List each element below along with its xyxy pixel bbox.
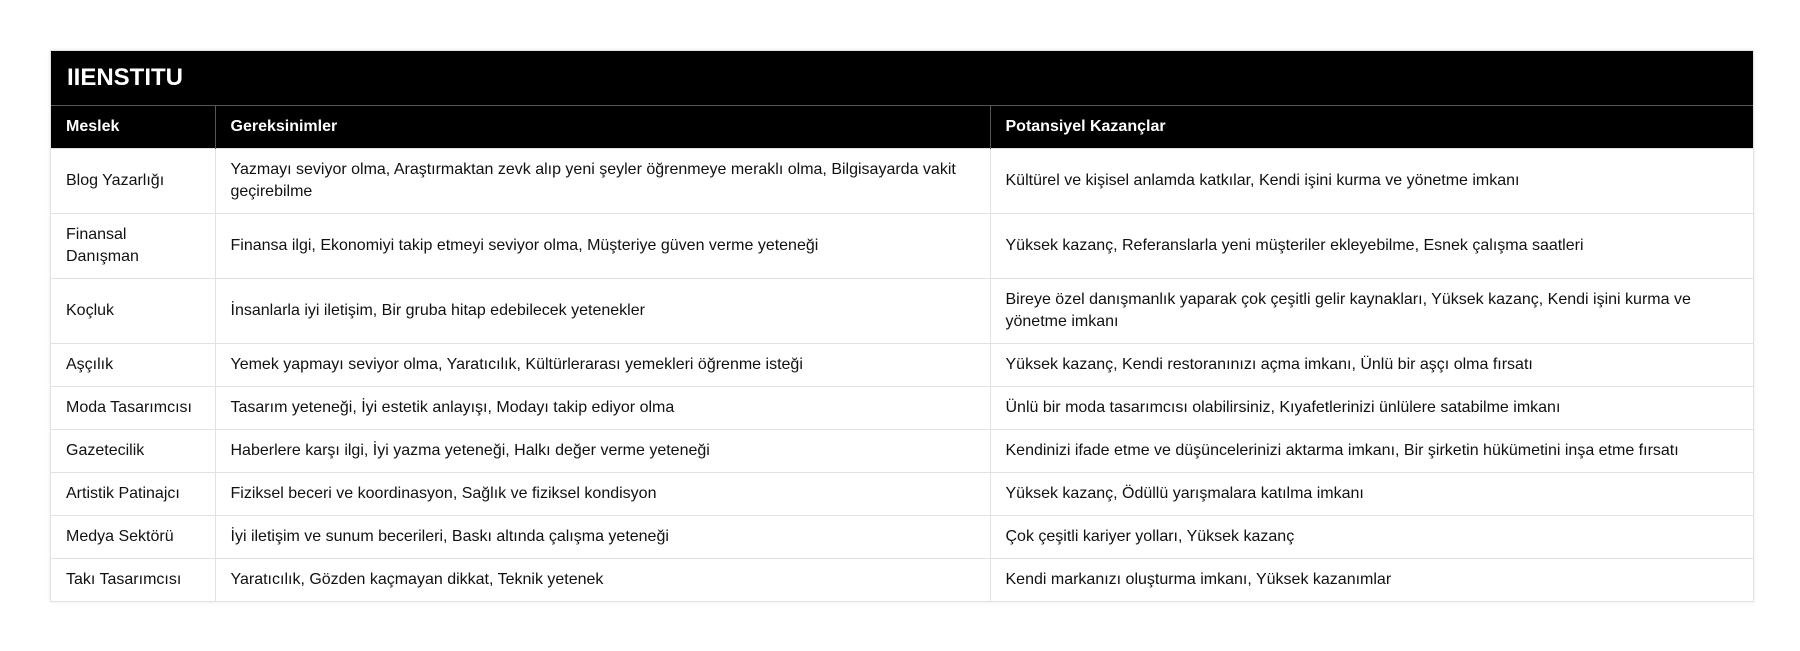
table-row [51,214,1753,279]
careers-table [51,106,1753,601]
header-kazanclar: Potansiyel Kazançlar [990,106,1753,149]
table-row [51,279,1753,344]
cell-gereksinimler: Finansa ilgi, Ekonomiyi takip etmeyi seviyor olma, Müşteriye güven verme yeteneği [215,214,990,279]
cell-kazanclar: Yüksek kazanç, Kendi restoranınızı açma imkanı, Ünlü bir aşçı olma fırsatı [990,344,1753,387]
cell-gereksinimler: Haberlere karşı ilgi, İyi yazma yeteneği, Halkı değer verme yeteneği [215,430,990,473]
cell-kazanclar: Kendinizi ifade etme ve düşüncelerinizi aktarma imkanı, Bir şirketin hükümetini inşa etme fırsatı [990,430,1753,473]
cell-meslek: Medya Sektörü [51,516,215,559]
cell-gereksinimler: Yemek yapmayı seviyor olma, Yaratıcılık, Kültürlerarası yemekleri öğrenme isteği [215,344,990,387]
table-row [51,344,1753,387]
brand-title: IIENSTITU [51,51,1753,106]
careers-table-container [50,50,1754,602]
table-row [51,559,1753,602]
cell-meslek: Artistik Patinajcı [51,473,215,516]
table-row [51,430,1753,473]
cell-kazanclar: Yüksek kazanç, Referanslarla yeni müşteriler ekleyebilme, Esnek çalışma saatleri [990,214,1753,279]
cell-gereksinimler: İyi iletişim ve sunum becerileri, Baskı altında çalışma yeteneği [215,516,990,559]
header-meslek: Meslek [51,106,215,149]
cell-gereksinimler: Tasarım yeteneği, İyi estetik anlayışı, Modayı takip ediyor olma [215,387,990,430]
cell-kazanclar: Bireye özel danışmanlık yaparak çok çeşitli gelir kaynakları, Yüksek kazanç, Kendi işini kurma ve yönetme imkanı [990,279,1753,344]
cell-kazanclar: Kendi markanızı oluşturma imkanı, Yüksek kazanımlar [990,559,1753,602]
cell-meslek: Takı Tasarımcısı [51,559,215,602]
cell-meslek: Finansal Danışman [51,214,215,279]
table-row [51,473,1753,516]
table-row [51,387,1753,430]
cell-meslek: Moda Tasarımcısı [51,387,215,430]
header-row [51,106,1753,149]
cell-kazanclar: Yüksek kazanç, Ödüllü yarışmalara katılma imkanı [990,473,1753,516]
cell-meslek: Gazetecilik [51,430,215,473]
cell-kazanclar: Kültürel ve kişisel anlamda katkılar, Kendi işini kurma ve yönetme imkanı [990,149,1753,214]
cell-meslek: Koçluk [51,279,215,344]
table-header [51,106,1753,149]
cell-meslek: Aşçılık [51,344,215,387]
table-body [51,149,1753,602]
cell-gereksinimler: Fiziksel beceri ve koordinasyon, Sağlık ve fiziksel kondisyon [215,473,990,516]
cell-gereksinimler: İnsanlarla iyi iletişim, Bir gruba hitap edebilecek yetenekler [215,279,990,344]
table-row [51,149,1753,214]
table-row [51,516,1753,559]
cell-meslek: Blog Yazarlığı [51,149,215,214]
cell-gereksinimler: Yazmayı seviyor olma, Araştırmaktan zevk alıp yeni şeyler öğrenmeye meraklı olma, Bilgisayarda vakit geçirebilme [215,149,990,214]
cell-kazanclar: Ünlü bir moda tasarımcısı olabilirsiniz, Kıyafetlerinizi ünlülere satabilme imkanı [990,387,1753,430]
cell-gereksinimler: Yaratıcılık, Gözden kaçmayan dikkat, Teknik yetenek [215,559,990,602]
cell-kazanclar: Çok çeşitli kariyer yolları, Yüksek kazanç [990,516,1753,559]
header-gereksinimler: Gereksinimler [215,106,990,149]
